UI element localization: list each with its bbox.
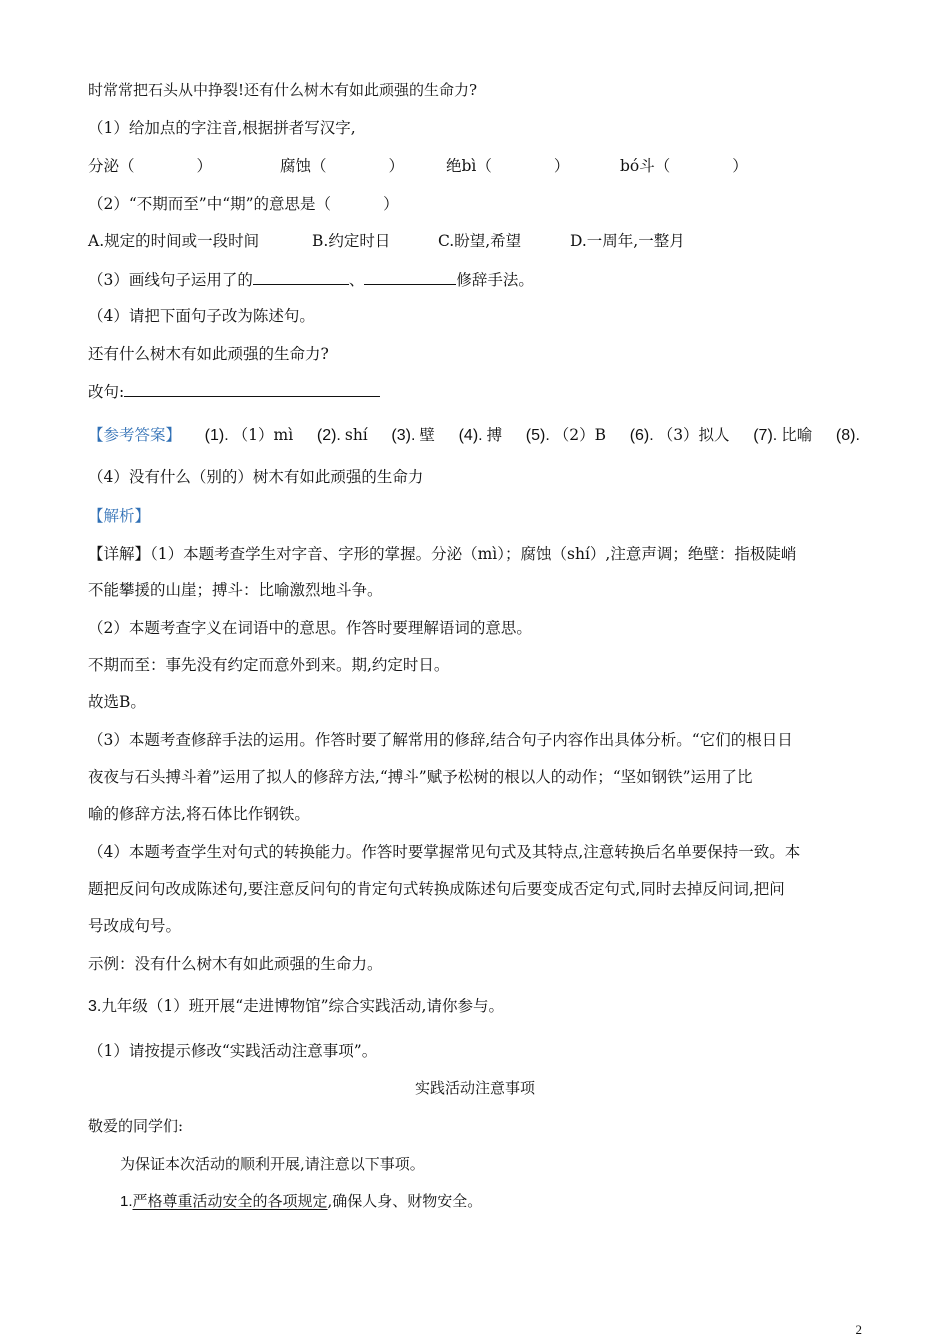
answer-item-3-text: 壁 <box>419 426 435 444</box>
q1-item-2-close: ） <box>388 157 405 175</box>
q-next-text: 九年级（1）班开展“走进博物馆”综合实践活动,请你参与。 <box>101 997 504 1015</box>
detail-line-7: 夜夜与石头搏斗着”运用了拟人的修辞方法,“搏斗”赋予松树的根以人的动作；“坚如钢铁”运用了比 <box>88 768 753 786</box>
detail-line-9: （4）本题考查学生对句式的转换能力。作答时要掌握常见句式及其特点,注意转换后名单要保持一致。本 <box>88 843 801 861</box>
q4-sentence: 还有什么树木有如此顽强的生命力? <box>88 345 329 363</box>
q2-prompt <box>88 194 399 214</box>
answer-item-3 <box>391 425 435 446</box>
answer-item-6-text: （3）拟人 <box>657 426 730 444</box>
q3-blank-2[interactable] <box>364 269 456 285</box>
q1-item-3 <box>446 156 569 176</box>
answer-row <box>88 425 864 446</box>
answer-item-1-text: （1）mì <box>232 426 294 444</box>
q1-item-1 <box>88 156 212 176</box>
q2-option-b: B.约定时日 <box>312 232 391 250</box>
detail-line-8: 喻的修辞方法,将石体比作钢铁。 <box>88 805 310 823</box>
intro-line: 时常常把石头从中挣裂!还有什么树木有如此顽强的生命力? <box>88 81 478 99</box>
q1-item-4 <box>620 156 748 176</box>
q1-item-3-text: 绝bì（ <box>446 157 492 175</box>
q1-item-4-close: ） <box>732 157 748 175</box>
answer-item-6 <box>630 425 730 446</box>
detail-line-6: （3）本题考查修辞手法的运用。作答时要了解常用的修辞,结合句子内容作出具体分析。“它们的根日日 <box>88 731 793 749</box>
answer-item-6-num: (6). <box>629 427 654 444</box>
detail-line-2: 不能攀援的山崖；搏斗：比喻激烈地斗争。 <box>88 581 383 599</box>
answer-item-4-text: 搏 <box>486 426 503 444</box>
answer-item-8 <box>836 425 864 446</box>
q3-line <box>88 269 534 290</box>
detail-line-1: 【详解】（1）本题考查学生对字音、字形的掌握。分泌（mì）；腐蚀（shí）,注意声调；绝壁：指极陡峭 <box>88 545 797 563</box>
q2-option-a: A.规定的时间或一段时间 <box>88 232 260 250</box>
detail-line-11: 号改成句号。 <box>88 917 182 935</box>
detail-line-3: （2）本题考查字义在词语中的意思。作答时要理解语词的意思。 <box>88 619 532 637</box>
answer-item-2 <box>317 425 368 446</box>
answer-label: 【参考答案】 <box>88 426 182 444</box>
answer-item-3-num: (3). <box>391 427 416 444</box>
q3-sep: 、 <box>348 271 365 289</box>
q1-item-2-text: 腐蚀（ <box>280 157 327 175</box>
q3-prefix: （3）画线句子运用了的 <box>88 271 253 289</box>
notice-item-1 <box>120 1191 482 1212</box>
q1-item-4-text: bó斗（ <box>620 157 671 175</box>
notice-greeting: 敬爱的同学们: <box>88 1117 184 1135</box>
q-next-line <box>88 996 504 1017</box>
q4-rewrite-label: 改句: <box>88 383 125 401</box>
answer-item-7-num: (7). <box>753 427 778 444</box>
q-next-number: 3. <box>88 998 102 1015</box>
q2-prompt-close: ） <box>383 195 399 213</box>
notice-title: 实践活动注意事项 <box>414 1079 535 1097</box>
answer-continuation: （4）没有什么（别的）树木有如此顽强的生命力 <box>88 468 424 486</box>
q2-option-c: C.盼望,希望 <box>438 232 522 250</box>
answer-item-5-num: (5). <box>525 427 550 444</box>
notice-item-1-rest: ,确保人身、财物安全。 <box>327 1192 483 1210</box>
answer-item-2-num: (2). <box>316 427 341 444</box>
answer-item-5 <box>526 425 606 446</box>
detail-line-10: 题把反问句改成陈述句,要注意反问句的肯定句式转换成陈述句后要变成否定句式,同时去掉反问词,把问 <box>88 880 785 898</box>
answer-item-4 <box>459 425 503 446</box>
page-number: 2 <box>855 1322 862 1337</box>
answer-item-5-text: （2）B <box>553 426 607 444</box>
detail-line-5: 故选B。 <box>88 693 146 711</box>
notice-item-1-num: 1. <box>120 1193 133 1210</box>
q1-prompt: （1）给加点的字注音,根据拼者写汉字, <box>88 119 356 137</box>
q1-item-1-text: 分泌（ <box>88 157 135 175</box>
q2-option-d: D.一周年,一整月 <box>570 232 685 250</box>
answer-item-2-text: shí <box>344 426 368 444</box>
answer-item-1 <box>205 425 294 446</box>
detail-line-4: 不期而至：事先没有约定而意外到来。期,约定时日。 <box>88 656 450 674</box>
answer-item-7 <box>753 425 812 446</box>
answer-item-7-text: 比喻 <box>781 426 813 444</box>
q4-rewrite <box>88 381 380 402</box>
answer-item-8-num: (8). <box>835 427 860 444</box>
q1-item-1-close: ） <box>196 157 213 175</box>
analysis-label: 【解析】 <box>88 507 151 525</box>
detail-line-12: 示例：没有什么树木有如此顽强的生命力。 <box>88 955 383 973</box>
q4-rewrite-blank[interactable] <box>124 381 380 397</box>
q3-blank-1[interactable] <box>253 269 349 285</box>
q3-suffix: 修辞手法。 <box>456 271 534 289</box>
answer-item-4-num: (4). <box>458 427 483 444</box>
answer-item-1-num: (1). <box>204 427 229 444</box>
q1-item-2 <box>280 156 404 176</box>
notice-item-1-underlined: 严格尊重活动安全的各项规定 <box>132 1192 328 1210</box>
q2-prompt-text: （2）“不期而至”中“期”的意思是（ <box>88 195 332 213</box>
notice-paragraph: 为保证本次活动的顺利开展,请注意以下事项。 <box>120 1155 425 1173</box>
q-next-sub1: （1）请按提示修改“实践活动注意事项”。 <box>88 1042 378 1060</box>
q1-item-3-close: ） <box>553 157 570 175</box>
q4-prompt: （4）请把下面句子改为陈述句。 <box>88 307 315 325</box>
